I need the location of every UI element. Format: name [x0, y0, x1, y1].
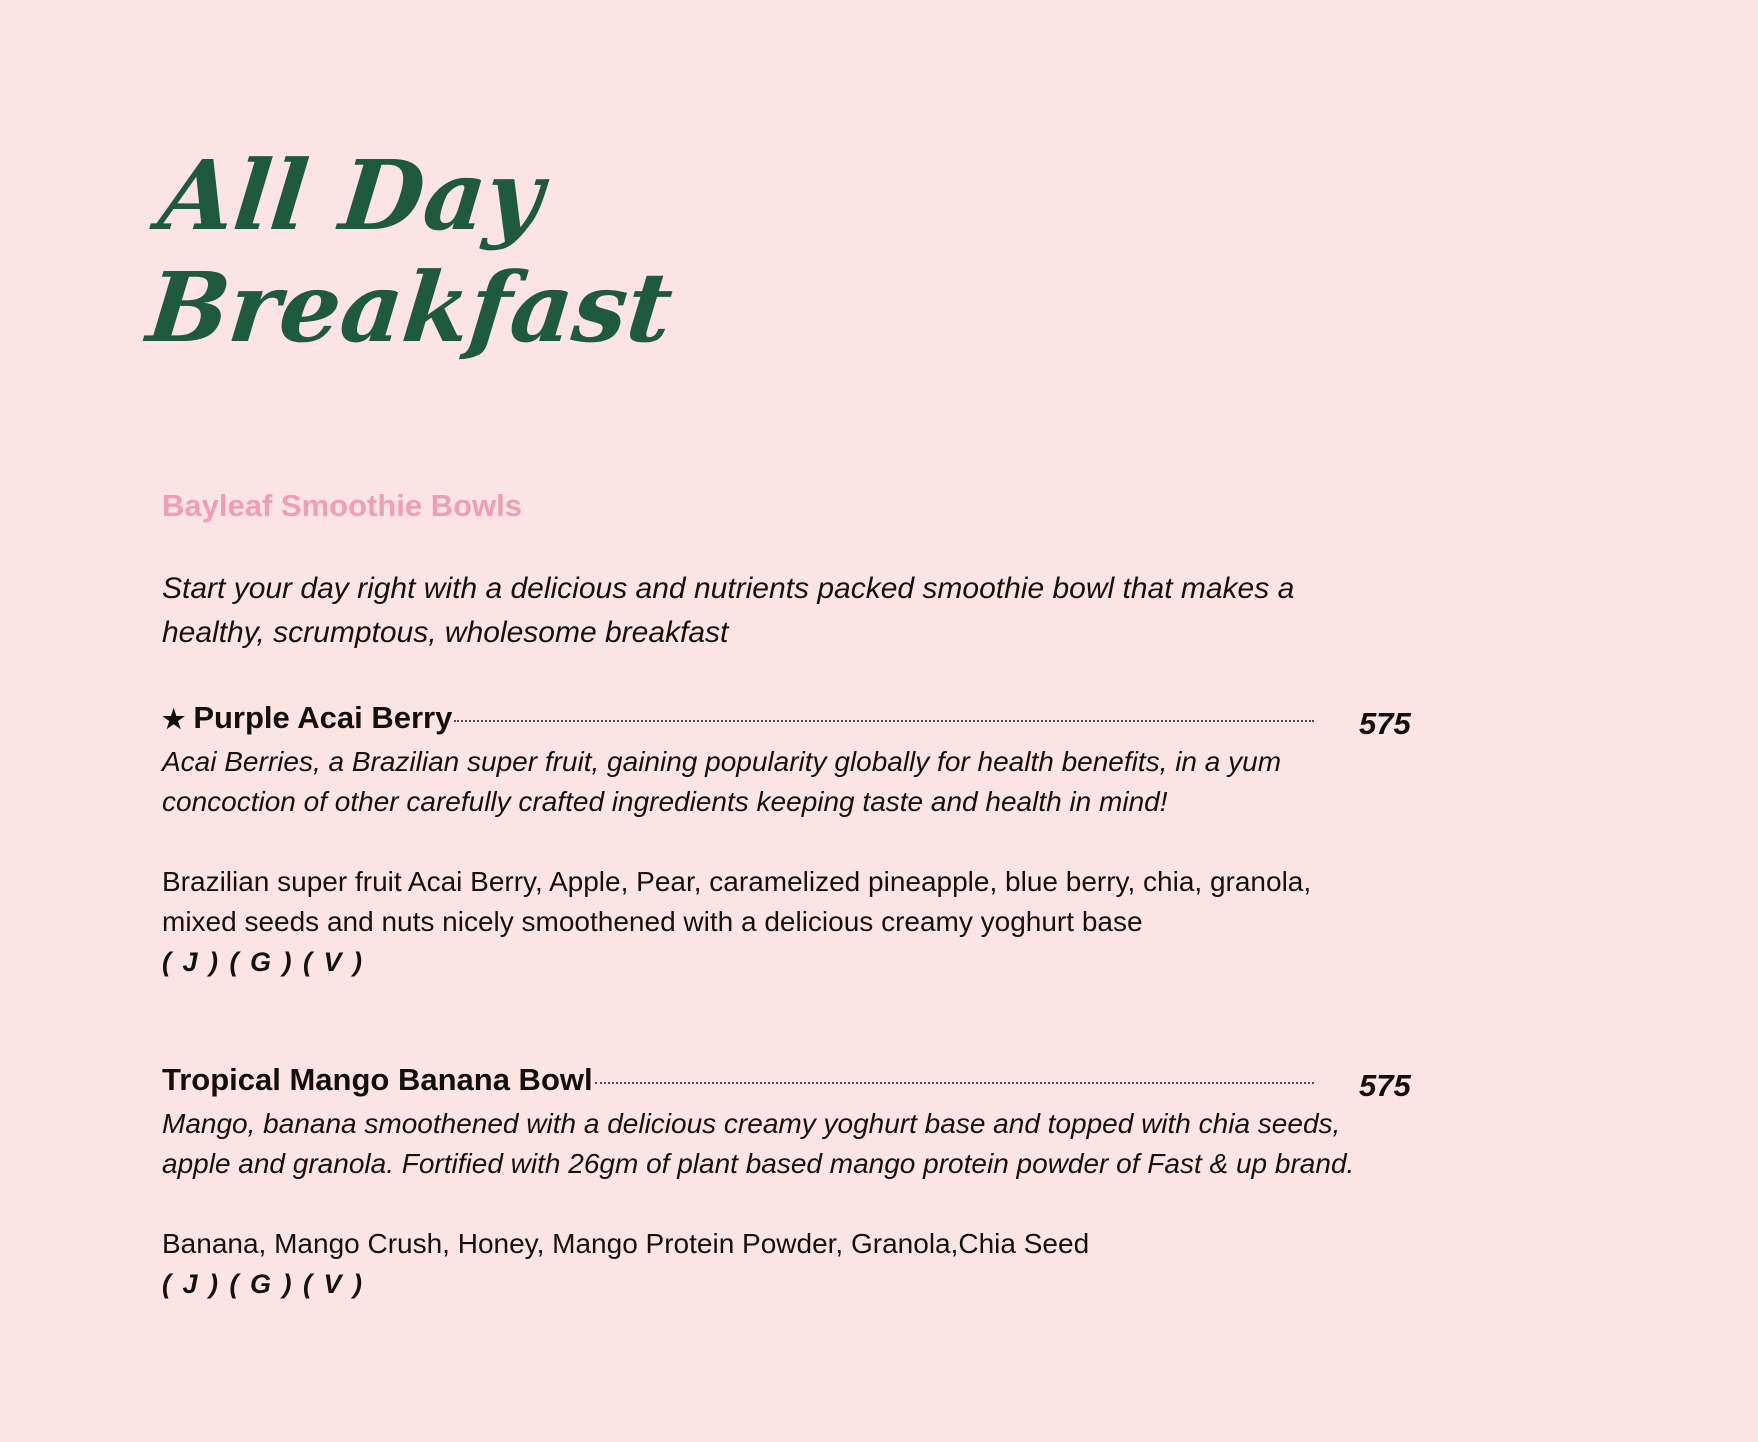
dotted-leader — [454, 720, 1314, 722]
star-icon: ★ — [162, 704, 186, 734]
page-title-line-2: Breakfast — [142, 251, 678, 364]
menu-item-ingredients: Banana, Mango Crush, Honey, Mango Protein Powder, Granola,Chia Seed — [162, 1228, 1090, 1259]
menu-item-header — [162, 1060, 1422, 1104]
menu-item-description: Mango, banana smoothened with a delicious creamy yoghurt base and topped with chia seeds, apple and granola. Fortified with 26gm of plant based mango protein powder of Fast & up brand. — [162, 1108, 1355, 1179]
dotted-leader — [595, 1082, 1314, 1084]
menu-item-name-text: Purple Acai Berry — [193, 700, 453, 735]
menu-item-dietary-tags: ( J ) ( G ) ( V ) — [162, 1269, 364, 1299]
page-title — [142, 140, 689, 364]
menu-item-purple-acai-berry — [162, 698, 1422, 982]
menu-item-name-row — [162, 698, 1314, 739]
page-title-line-1: All Day — [154, 139, 549, 252]
menu-item-dietary-tags: ( J ) ( G ) ( V ) — [162, 947, 364, 977]
menu-item-name — [162, 698, 452, 739]
menu-item-header — [162, 698, 1422, 742]
menu-item-price: 575 — [1359, 706, 1411, 741]
menu-item-tropical-mango-banana-bowl — [162, 1060, 1422, 1304]
menu-item-price: 575 — [1359, 1068, 1411, 1103]
section-heading: Bayleaf Smoothie Bowls — [162, 488, 523, 523]
menu-item-description: Acai Berries, a Brazilian super fruit, gaining popularity globally for health benefits, in a yum concoction of other carefully crafted ingredients keeping taste and health in mind! — [162, 746, 1282, 817]
menu-item-name-row — [162, 1060, 1314, 1100]
section-intro: Start your day right with a delicious and nutrients packed smoothie bowl that makes a healthy, scrumptous, wholesome breakfast — [162, 572, 1295, 649]
menu-item-ingredients: Brazilian super fruit Acai Berry, Apple, Pear, caramelized pineapple, blue berry, chia, granola, mixed seeds and nuts nicely smoothened with a delicious creamy yoghurt base — [162, 866, 1312, 937]
menu-item-name: Tropical Mango Banana Bowl — [162, 1062, 593, 1097]
